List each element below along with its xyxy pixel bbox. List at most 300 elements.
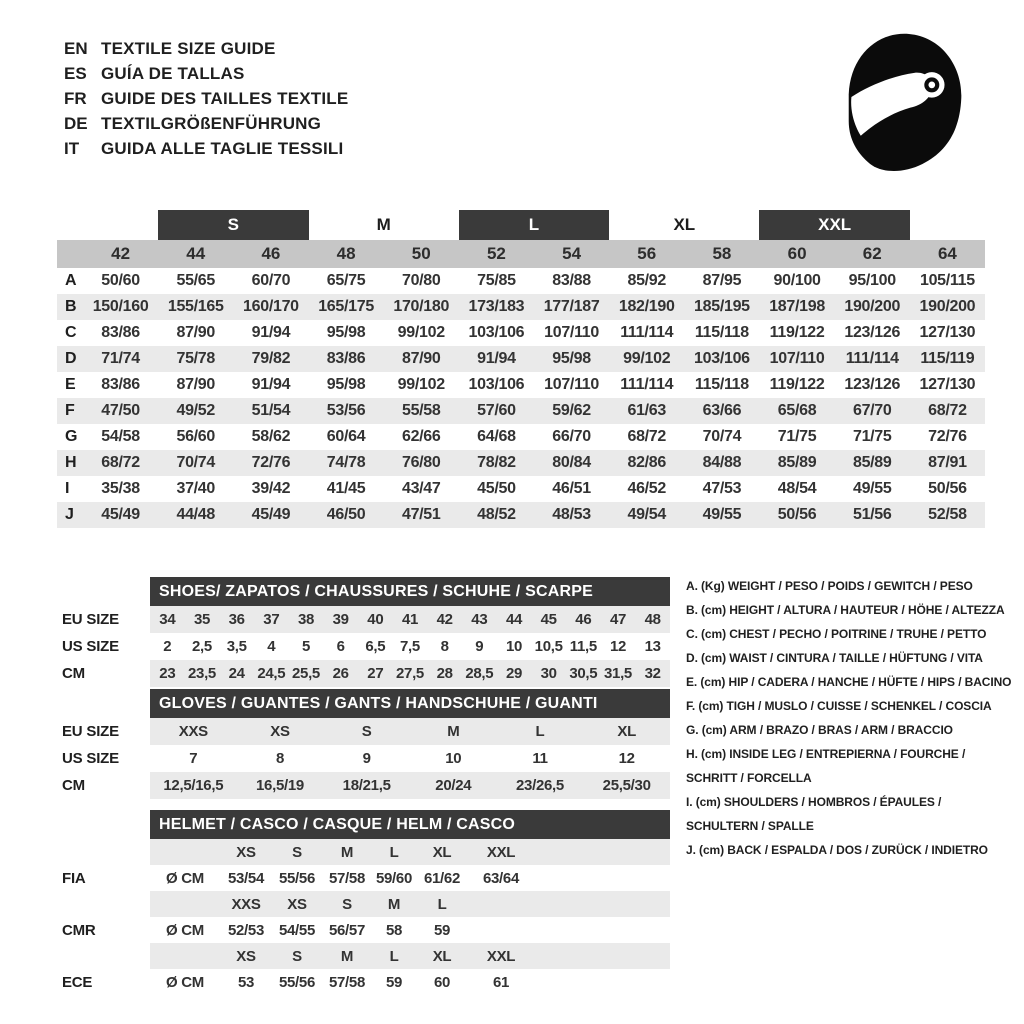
row-label: EU SIZE [62,723,119,740]
measurement-value: 75/78 [176,350,216,367]
measurement-value: 83/88 [552,272,591,289]
measurement-value: 103/106 [468,324,525,341]
helmet-size-value: 59 [385,973,403,991]
measurement-value: 170/180 [393,298,450,315]
measurement-value: 127/130 [919,376,976,393]
helmet-size-value: 52/53 [227,921,265,939]
measurement-value: 70/74 [176,454,216,471]
main-table-body [57,268,985,528]
helmet-size-value: 63/64 [482,869,520,887]
measurement-value: 57/60 [477,402,516,419]
helmet-size-label: XXL [468,943,534,969]
measurement-value: 95/98 [326,324,366,341]
measurement-value: 155/165 [167,298,224,315]
size-value: 24,5 [254,660,289,687]
size-value: 47 [601,606,636,633]
legend-item-i [686,790,1021,838]
helmet-size-label: S [272,943,322,969]
size-value: 3,5 [226,638,247,655]
measurement-value: 47/53 [702,480,742,497]
size-column-header: 58 [712,244,732,263]
row-label: CM [62,665,85,682]
legend-item-d [686,646,1021,670]
helmet-size-value: 61 [492,973,510,991]
row-filler [534,891,670,917]
size-value: 48 [635,606,670,633]
shoes_table-row-us-size [62,633,670,660]
measurement-value: 43/47 [401,480,441,497]
helmet-size-table [62,810,670,995]
measurement-value: 115/118 [694,376,749,393]
size-value: 5 [301,638,311,655]
size-band-l: L [459,210,609,240]
size-value: 36 [219,606,254,633]
row-filler [534,917,670,943]
helmet-size-value: 59 [433,921,451,939]
measurement-value: 63/66 [702,402,742,419]
size-column-header: 52 [486,244,506,263]
measurement-row-d [57,346,985,372]
measurement-value: 53/56 [326,402,366,419]
helmet-size-label: XL [416,839,468,865]
size-value: 23 [150,660,185,687]
legend-line: C. (cm) CHEST / PECHO / POITRINE / TRUHE / PETTO [686,627,987,641]
size-value: 32 [635,660,670,687]
helmet-size-label: XXS [220,891,272,917]
racing-helmet-icon [838,28,972,186]
measurement-value: 70/80 [401,272,441,289]
measurement-value: 47/51 [401,506,441,523]
main-size-numbers [57,240,985,268]
measurement-value: 49/55 [852,480,892,497]
measurement-value: 54/58 [101,428,140,445]
row-filler [534,865,670,891]
measurement-value: 95/98 [552,350,591,367]
language-code: ES [64,63,87,83]
shoes-table [62,577,670,687]
measurement-value: 58/62 [251,428,291,445]
size-value: 38 [289,606,324,633]
helmet-sizes-row-ece [62,943,670,969]
diameter-unit-label: Ø CM [166,869,204,887]
legend-item-c [686,622,1021,646]
measurement-value: 72/76 [928,428,967,445]
measurement-legend [686,574,1021,862]
measurement-value: 76/80 [401,454,441,471]
measurement-value: 160/170 [243,298,299,315]
size-value: 45 [531,606,566,633]
size-value: 9 [475,638,484,655]
size-value: 2 [163,638,172,655]
size-value: 39 [323,606,358,633]
size-value: 13 [644,638,661,655]
size-value: 16,5/19 [237,772,324,799]
measurement-value: 87/90 [176,376,216,393]
diameter-unit-label: Ø CM [166,921,204,939]
size-value: 8 [440,638,449,655]
size-value: 12 [609,638,627,655]
measurement-value: 91/94 [477,350,516,367]
language-code: DE [64,113,88,133]
size-value: XL [583,718,670,745]
measurement-value: 87/90 [176,324,216,341]
measurement-value: 50/56 [777,506,817,523]
size-column-header: 64 [937,244,957,263]
language-row-de [64,111,348,136]
helmet-size-value: 57/58 [328,973,366,991]
legend-line: J. (cm) BACK / ESPALDA / DOS / ZURÜCK / INDIETRO [686,843,988,857]
language-row-es [64,61,348,86]
shoes_table-row-cm [62,660,670,687]
gloves-table-body [62,718,670,799]
measurement-value: 44/48 [176,506,216,523]
measurement-row-h [57,450,985,476]
row-filler [534,839,670,865]
size-value: L [497,718,584,745]
legend-line: F. (cm) TIGH / MUSLO / CUISSE / SCHENKEL / COSCIA [686,699,992,713]
measurement-value: 119/122 [769,376,825,393]
measurement-value: 48/54 [777,480,817,497]
size-value: 46 [566,606,601,633]
measurement-value: 65/75 [326,272,366,289]
legend-line: SCHRITT / FORCELLA [686,771,812,785]
measurement-value: 99/102 [397,376,445,393]
legend-item-e [686,670,1021,694]
measurement-value: 35/38 [101,480,140,497]
helmet-size-value: 55/56 [278,869,316,887]
size-value: 7,5 [400,638,420,655]
measurement-value: 99/102 [397,324,445,341]
helmet-sizes-row-cmr [62,891,670,917]
language-row-fr [64,86,348,111]
size-band-m: M [376,215,391,234]
language-code: IT [64,138,80,158]
legend-item-h [686,742,1021,790]
size-band-xxl: XXL [759,210,909,240]
measurement-value: 67/70 [852,402,892,419]
row-letter: F [65,402,75,419]
measurement-value: 87/91 [928,454,967,471]
measurement-value: 185/195 [694,298,750,315]
helmet-size-label: S [272,839,322,865]
size-value: 25,5 [289,660,324,687]
size-value: 30,5 [566,660,601,687]
measurement-value: 190/200 [919,298,976,315]
unit-spacer [150,943,220,969]
guide-title: GUÍA DE TALLAS [101,63,245,83]
measurement-value: 177/187 [543,298,600,315]
measurement-value: 79/82 [251,350,291,367]
size-column-header: 60 [787,244,807,263]
legend-item-f [686,694,1021,718]
helmet-size-value: 59/60 [375,869,413,887]
measurement-value: 80/84 [552,454,591,471]
measurement-value: 50/56 [928,480,967,497]
size-value: 9 [362,750,371,767]
row-letter: H [65,454,77,471]
helmet-values-row-ece [62,969,670,995]
measurement-value: 95/98 [326,376,366,393]
size-band-xl: XL [673,215,696,234]
helmet-sizes-row-fia [62,839,670,865]
row-letter: J [65,506,74,523]
measurement-value: 82/86 [627,454,667,471]
helmet-size-label: XXL [468,839,534,865]
size-value: 11,5 [569,638,597,655]
size-column-header: 42 [111,244,131,263]
unit-spacer [150,891,220,917]
measurement-value: 50/60 [101,272,140,289]
row-filler [534,969,670,995]
textile-size-table [57,210,985,528]
measurement-value: 68/72 [101,454,140,471]
measurement-value: 165/175 [318,298,374,315]
size-value: 7 [189,750,198,767]
row-label: EU SIZE [62,611,119,628]
measurement-value: 127/130 [919,324,976,341]
measurement-value: 111/114 [845,350,899,367]
size-value: XXS [150,718,237,745]
helmet-size-label: L [416,891,468,917]
size-value: 24 [219,660,254,687]
measurement-value: 85/89 [777,454,817,471]
measurement-value: 173/183 [468,298,525,315]
measurement-value: 103/106 [468,376,525,393]
measurement-value: 49/54 [627,506,667,523]
measurement-value: 39/42 [251,480,291,497]
measurement-row-g [57,424,985,450]
empty-cell [468,891,534,917]
size-value: 12 [618,750,635,767]
size-value: 30 [531,660,566,687]
measurement-value: 45/50 [477,480,516,497]
row-label-spacer [62,891,150,917]
size-value: 10 [445,750,462,767]
language-title-block [64,36,348,161]
measurement-value: 187/198 [769,298,825,315]
helmet-size-label: M [372,891,416,917]
measurement-row-f [57,398,985,424]
measurement-value: 115/118 [694,324,749,341]
size-value: 2,5 [192,638,212,655]
guide-title: GUIDA ALLE TAGLIE TESSILI [101,138,344,158]
measurement-value: 59/62 [552,402,591,419]
helmet-size-label: L [372,839,416,865]
size-value: 26 [323,660,358,687]
size-value: 10,5 [534,638,563,655]
language-row-en [64,36,348,61]
row-label: US SIZE [62,638,119,655]
gloves_table-row-cm [62,772,670,799]
helmet-size-value: 58 [385,921,403,939]
legend-line: B. (cm) HEIGHT / ALTURA / HAUTEUR / HÖHE / ALTEZZA [686,603,1005,617]
helmet-size-label: M [322,839,372,865]
size-value: 8 [275,750,285,767]
measurement-value: 49/52 [176,402,216,419]
row-label-spacer [62,839,150,865]
measurement-value: 83/86 [326,350,366,367]
measurement-value: 68/72 [627,428,667,445]
measurement-value: 150/160 [92,298,149,315]
size-value: 18/21,5 [323,772,410,799]
measurement-value: 55/58 [401,402,441,419]
empty-cell [468,917,534,943]
row-letter: I [65,480,70,497]
measurement-value: 47/50 [101,402,140,419]
measurement-value: 190/200 [844,298,901,315]
helmet-table-body [62,839,670,995]
row-filler [534,943,670,969]
guide-title: TEXTILGRÖßENFÜHRUNG [101,113,322,133]
measurement-row-a [57,268,985,294]
helmet-size-label: L [372,943,416,969]
measurement-value: 99/102 [623,350,671,367]
row-letter: E [65,376,76,393]
size-value: 6 [336,638,345,655]
measurement-value: 72/76 [251,454,291,471]
shoes-table-body [62,606,670,687]
measurement-value: 45/49 [251,506,291,523]
measurement-value: 91/94 [251,376,291,393]
measurement-value: 78/82 [477,454,516,471]
measurement-value: 107/110 [544,376,599,393]
shoes-table-title: SHOES/ ZAPATOS / CHAUSSURES / SCHUHE / SCARPE [150,577,670,606]
helmet-standard-ece: ECE [62,973,93,991]
measurement-value: 45/49 [101,506,140,523]
size-value: 44 [497,606,532,633]
helmet-size-label: M [322,943,372,969]
measurement-value: 48/53 [552,506,591,523]
measurement-value: 49/55 [702,506,742,523]
measurement-value: 66/70 [552,428,591,445]
helmet-size-value: 55/56 [278,973,316,991]
measurement-value: 75/85 [477,272,516,289]
measurement-value: 37/40 [176,480,216,497]
measurement-value: 83/86 [101,376,140,393]
size-band-s: S [158,210,308,240]
helmet-size-value: 61/62 [423,869,461,887]
size-value: 11 [532,750,548,767]
size-value: 31,5 [601,660,636,687]
measurement-value: 62/66 [401,428,441,445]
size-value: 37 [254,606,289,633]
measurement-value: 90/100 [773,272,821,289]
measurement-value: 105/115 [919,272,975,289]
corner-cell [57,240,83,268]
helmet-size-label: XS [220,839,272,865]
row-letter: C [65,324,77,341]
legend-line: I. (cm) SHOULDERS / HOMBROS / ÉPAULES / [686,795,942,809]
measurement-value: 91/94 [251,324,291,341]
size-value: 43 [462,606,497,633]
measurement-value: 71/74 [101,350,140,367]
size-value: 20/24 [410,772,497,799]
legend-item-g [686,718,1021,742]
language-code: FR [64,88,87,108]
measurement-row-i [57,476,985,502]
size-value: 25,5/30 [583,772,670,799]
row-letter: B [65,298,77,315]
measurement-value: 107/110 [544,324,599,341]
legend-line: H. (cm) INSIDE LEG / ENTREPIERNA / FOURCHE / [686,747,966,761]
row-letter: D [65,350,77,367]
helmet-size-label: XS [220,943,272,969]
helmet-size-label: S [322,891,372,917]
measurement-value: 95/100 [848,272,896,289]
legend-line: E. (cm) HIP / CADERA / HANCHE / HÜFTE / HIPS / BACINO [686,675,1012,689]
helmet-size-value: 53 [237,973,255,991]
size-column-header: 56 [637,244,657,263]
measurement-value: 56/60 [176,428,216,445]
measurement-value: 68/72 [928,402,967,419]
size-value: 41 [393,606,428,633]
measurement-value: 46/51 [552,480,591,497]
measurement-value: 64/68 [477,428,516,445]
measurement-value: 85/89 [852,454,892,471]
legend-item-j [686,838,1021,862]
row-letter: A [65,272,77,289]
row-label-spacer [62,943,150,969]
size-value: 6,5 [365,638,386,655]
measurement-value: 107/110 [769,350,825,367]
measurement-value: 83/86 [101,324,140,341]
legend-line: G. (cm) ARM / BRAZO / BRAS / ARM / BRACCIO [686,723,953,737]
measurement-value: 51/56 [852,506,892,523]
helmet-table-title: HELMET / CASCO / CASQUE / HELM / CASCO [150,810,670,839]
size-value: 42 [427,606,462,633]
size-value: 27 [358,660,393,687]
measurement-value: 87/95 [702,272,742,289]
helmet-values-row-fia [62,865,670,891]
size-value: 23/26,5 [497,772,584,799]
size-value: S [323,718,410,745]
measurement-value: 111/114 [620,376,674,393]
helmet-standard-cmr: CMR [62,921,96,939]
measurement-value: 74/78 [326,454,366,471]
measurement-value: 123/126 [844,324,901,341]
measurement-value: 85/92 [627,272,667,289]
measurement-value: 52/58 [928,506,967,523]
measurement-value: 65/68 [777,402,817,419]
helmet-size-value: 54/55 [278,921,316,939]
helmet-size-value: 53/54 [227,869,265,887]
measurement-value: 103/106 [694,350,750,367]
legend-line: D. (cm) WAIST / CINTURA / TAILLE / HÜFTUNG / VITA [686,651,983,665]
measurement-value: 46/50 [326,506,366,523]
size-value: 40 [358,606,393,633]
gloves_table-row-us-size [62,745,670,772]
measurement-value: 71/75 [777,428,817,445]
measurement-row-c [57,320,985,346]
diameter-unit-label: Ø CM [166,973,204,991]
measurement-value: 70/74 [702,428,742,445]
gloves_table-row-eu-size [62,718,670,745]
measurement-value: 111/114 [620,324,674,341]
legend-line: A. (Kg) WEIGHT / PESO / POIDS / GEWITCH / PESO [686,579,973,593]
shoes_table-row-eu-size [62,606,670,633]
measurement-value: 55/65 [176,272,216,289]
row-letter: G [65,428,78,445]
measurement-value: 51/54 [251,402,291,419]
helmet-size-label: XL [416,943,468,969]
size-column-header: 50 [411,244,431,263]
helmet-size-value: 60 [433,973,451,991]
size-value: 34 [150,606,185,633]
size-column-header: 62 [862,244,882,263]
legend-item-a [686,574,1021,598]
helmet-size-value: 56/57 [328,921,366,939]
guide-title: TEXTILE SIZE GUIDE [101,38,276,58]
